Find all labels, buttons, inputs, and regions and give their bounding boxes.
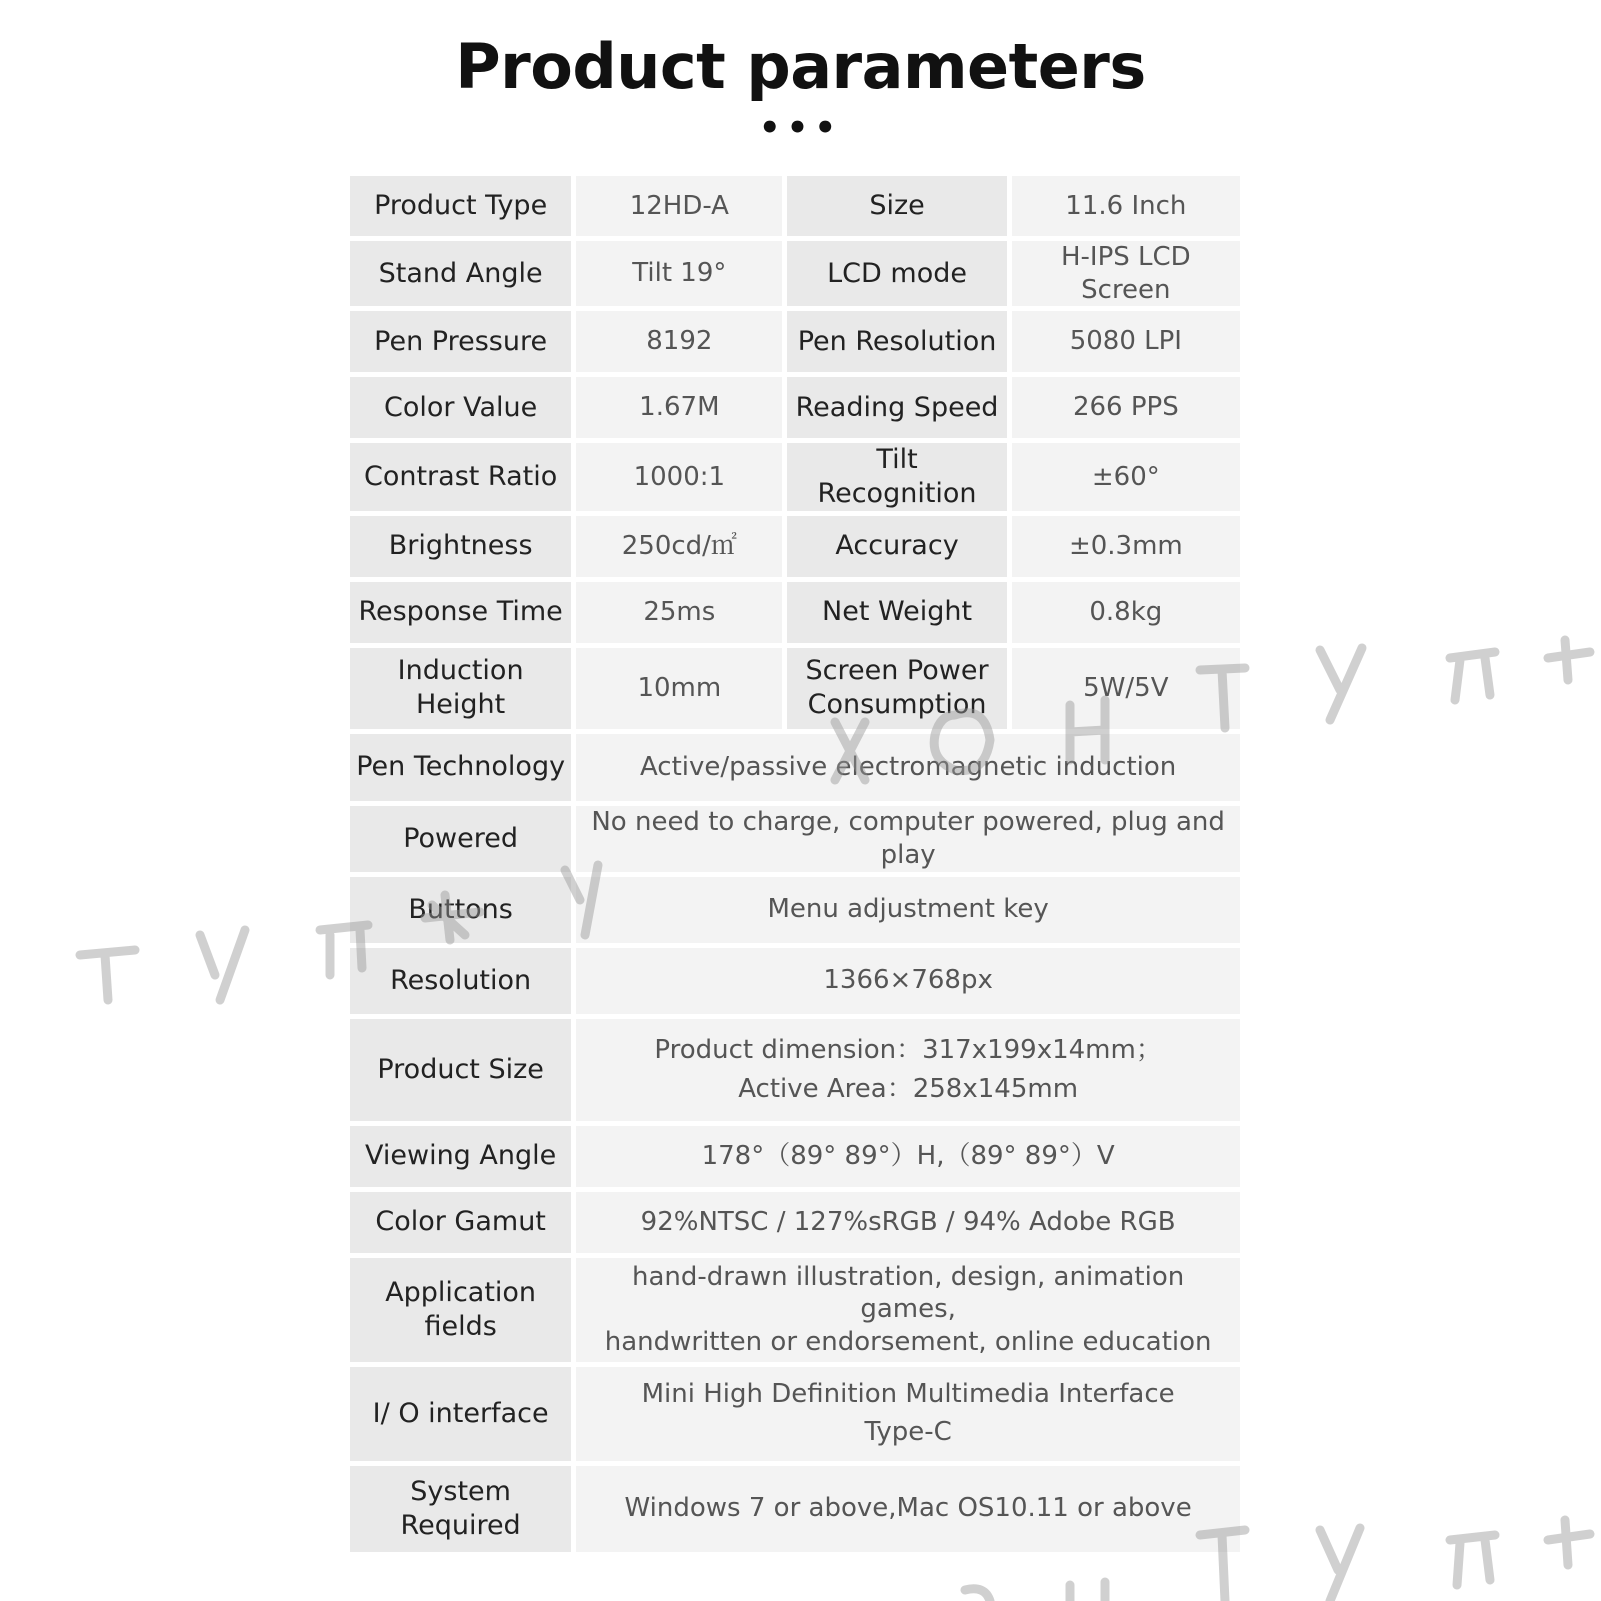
spec-key: Product Type bbox=[350, 176, 571, 236]
spec-value: 5080 LPI bbox=[1012, 311, 1240, 372]
table-row bbox=[350, 582, 1240, 643]
table-row bbox=[350, 241, 1240, 306]
spec-value: Menu adjustment key bbox=[576, 877, 1240, 943]
spec-value: 250cd/㎡ bbox=[576, 516, 782, 577]
spec-key: Product Size bbox=[350, 1019, 571, 1121]
spec-key: Screen Power Consumption bbox=[787, 648, 1006, 729]
spec-key: LCD mode bbox=[787, 241, 1006, 306]
spec-value: 11.6 Inch bbox=[1012, 176, 1240, 236]
table-row bbox=[350, 1192, 1240, 1253]
spec-key: Stand Angle bbox=[350, 241, 571, 306]
table-row bbox=[350, 1466, 1240, 1552]
spec-value: Mini High Definition Multimedia Interface Type-C bbox=[576, 1367, 1240, 1461]
spec-table bbox=[345, 171, 1245, 1557]
table-row bbox=[350, 516, 1240, 577]
spec-value: 5W/5V bbox=[1012, 648, 1240, 729]
spec-value: ±0.3mm bbox=[1012, 516, 1240, 577]
spec-key: Viewing Angle bbox=[350, 1126, 571, 1187]
table-row bbox=[350, 377, 1240, 438]
spec-value: No need to charge, computer powered, plug and play bbox=[576, 806, 1240, 872]
spec-key: Resolution bbox=[350, 948, 571, 1014]
table-row bbox=[350, 806, 1240, 872]
spec-value: Tilt 19° bbox=[576, 241, 782, 306]
spec-value: H-IPS LCD Screen bbox=[1012, 241, 1240, 306]
table-row bbox=[350, 311, 1240, 372]
table-row bbox=[350, 948, 1240, 1014]
spec-key: Buttons bbox=[350, 877, 571, 943]
spec-key: Induction Height bbox=[350, 648, 571, 729]
table-row bbox=[350, 648, 1240, 729]
spec-value: 1366×768px bbox=[576, 948, 1240, 1014]
table-row bbox=[350, 1258, 1240, 1362]
table-row bbox=[350, 877, 1240, 943]
page-title: Product parameters bbox=[455, 30, 1146, 103]
table-row bbox=[350, 176, 1240, 236]
spec-value: 1000:1 bbox=[576, 443, 782, 511]
spec-key: Size bbox=[787, 176, 1006, 236]
spec-value: Active/passive electromagnetic induction bbox=[576, 734, 1240, 801]
spec-value: 0.8kg bbox=[1012, 582, 1240, 643]
table-row bbox=[350, 1126, 1240, 1187]
table-row bbox=[350, 1367, 1240, 1461]
spec-key: Application fields bbox=[350, 1258, 571, 1362]
spec-key: Response Time bbox=[350, 582, 571, 643]
spec-key: Tilt Recognition bbox=[787, 443, 1006, 511]
spec-value: 266 PPS bbox=[1012, 377, 1240, 438]
spec-value: Windows 7 or above,Mac OS10.11 or above bbox=[576, 1466, 1240, 1552]
spec-value: 92%NTSC / 127%sRGB / 94% Adobe RGB bbox=[576, 1192, 1240, 1253]
spec-key: Color Value bbox=[350, 377, 571, 438]
table-row bbox=[350, 443, 1240, 511]
spec-value: 178°（89° 89°）H,（89° 89°）V bbox=[576, 1126, 1240, 1187]
spec-key: Accuracy bbox=[787, 516, 1006, 577]
spec-value: 8192 bbox=[576, 311, 782, 372]
spec-key: Pen Pressure bbox=[350, 311, 571, 372]
spec-value: 10mm bbox=[576, 648, 782, 729]
spec-value: Product dimension：317x199x14mm； Active Area：258x145mm bbox=[576, 1019, 1240, 1121]
spec-key: Contrast Ratio bbox=[350, 443, 571, 511]
spec-key: Color Gamut bbox=[350, 1192, 571, 1253]
spec-key: I/ O interface bbox=[350, 1367, 571, 1461]
spec-value: 1.67M bbox=[576, 377, 782, 438]
spec-key: Brightness bbox=[350, 516, 571, 577]
spec-value: ±60° bbox=[1012, 443, 1240, 511]
title-dots: ••• bbox=[758, 108, 843, 148]
spec-key: System Required bbox=[350, 1466, 571, 1552]
table-row bbox=[350, 734, 1240, 801]
spec-key: Pen Resolution bbox=[787, 311, 1006, 372]
spec-value: 25ms bbox=[576, 582, 782, 643]
table-row bbox=[350, 1019, 1240, 1121]
spec-key: Powered bbox=[350, 806, 571, 872]
spec-value: 12HD-A bbox=[576, 176, 782, 236]
spec-key: Net Weight bbox=[787, 582, 1006, 643]
spec-key: Pen Technology bbox=[350, 734, 571, 801]
spec-value: hand-drawn illustration, design, animation games, handwritten or endorsement, online education bbox=[576, 1258, 1240, 1362]
spec-key: Reading Speed bbox=[787, 377, 1006, 438]
